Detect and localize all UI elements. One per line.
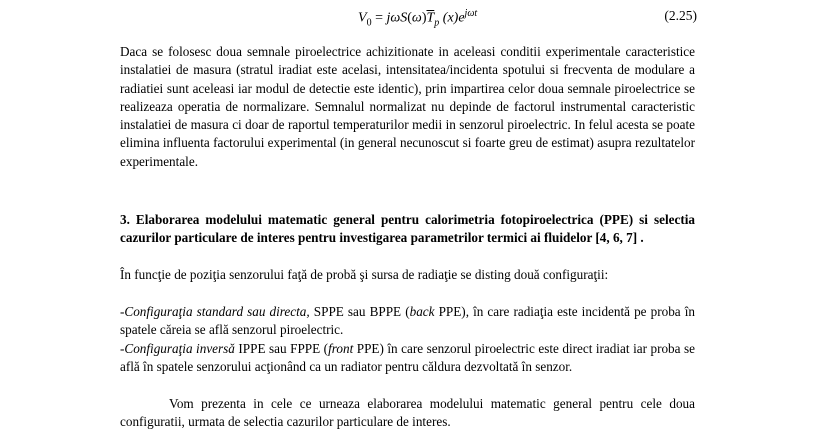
equation-line xyxy=(120,8,697,28)
config-inverse-mid: IPPE sau FPPE ( xyxy=(234,341,329,356)
config-inverse-dash: - xyxy=(120,341,125,356)
config-standard-dash: - xyxy=(120,304,125,319)
eq-T-sub: p xyxy=(434,17,440,29)
config-standard-back: back xyxy=(409,304,435,319)
eq-paren-close: ) xyxy=(421,10,427,26)
eq-paren-open: ( xyxy=(407,10,412,26)
config-inverse-term: Configuraţia inversă xyxy=(124,341,235,356)
eq-lhs-sub: 0 xyxy=(366,17,372,29)
paragraph-normalization: Daca se folosesc doua semnale piroelectrice achizitionate in aceleasi conditii experimentale caracteristice instalatiei de masura (stratul iradiat este acelasi, intensitatea/incidenta spotului si frecventa de modulare a radiatiei sunt aceleasi iar modul de detectie este identic), prin impartirea celor doua semnale piroelectrice se realizeaza operatia de normalizare. Semnalul normalizat nu depinde de factorul instrumental caracteristic instalatiei de masura ci doar de raportul temperaturilor medii in senzorul piroelectric. In felul acesta se poate elimina influenta factorului experimental (in general necunoscut si foarte greu de estimat) asupra rezultatelor experimentale. xyxy=(120,44,695,169)
config-standard-term: Configuraţia standard sau directa, xyxy=(124,304,310,319)
eq-exponent: jωt xyxy=(464,8,478,19)
config-inverse-rest: PPE) în care senzorul piroelectric este direct iradiat iar proba se află în spatele senzorului acţionând ca un radiator pentru căldura dezvoltată în senzor. xyxy=(120,341,696,375)
eq-equals: = xyxy=(375,10,383,26)
section-heading: 3. Elaborarea modelului matematic general pentru calorimetria fotopiroelectrica (PPE) si selectia cazurilor particulare de interes pentru investigarea parametrilor termici ai fluidelor [4, 6, 7] . xyxy=(120,212,695,246)
equation-formula xyxy=(358,8,477,28)
config-inverse-front: front xyxy=(328,341,354,356)
config-standard-rest: PPE), în care radiaţia este incidentă pe proba în spatele căreia se află senzorul piroelectric. xyxy=(120,304,695,338)
equation-number: (2.25) xyxy=(664,8,697,23)
paragraph-presentation: Vom prezenta in cele ce urneaza elaborarea modelului matematic general pentru cele doua configuratii, urmata de selectia cazurilor particulare de interes. xyxy=(120,396,695,430)
eq-x-arg: (x) xyxy=(442,10,459,26)
eq-j: j xyxy=(386,10,391,26)
config-standard xyxy=(120,303,695,340)
eq-e: e xyxy=(458,10,465,26)
config-inverse xyxy=(120,340,695,377)
eq-lhs: V xyxy=(358,10,367,26)
paragraph-configurations-intro: În funcţie de poziţia senzorului faţă de probă şi sursa de radiaţie se disting două configuraţii: xyxy=(120,267,609,282)
eq-omega-2: ω xyxy=(411,10,422,26)
eq-S: S xyxy=(400,10,408,26)
config-standard-mid: SPPE sau BPPE ( xyxy=(309,304,410,319)
eq-omega: ω xyxy=(390,10,401,26)
eq-T-mean: $\overline{T}$ xyxy=(426,10,435,26)
